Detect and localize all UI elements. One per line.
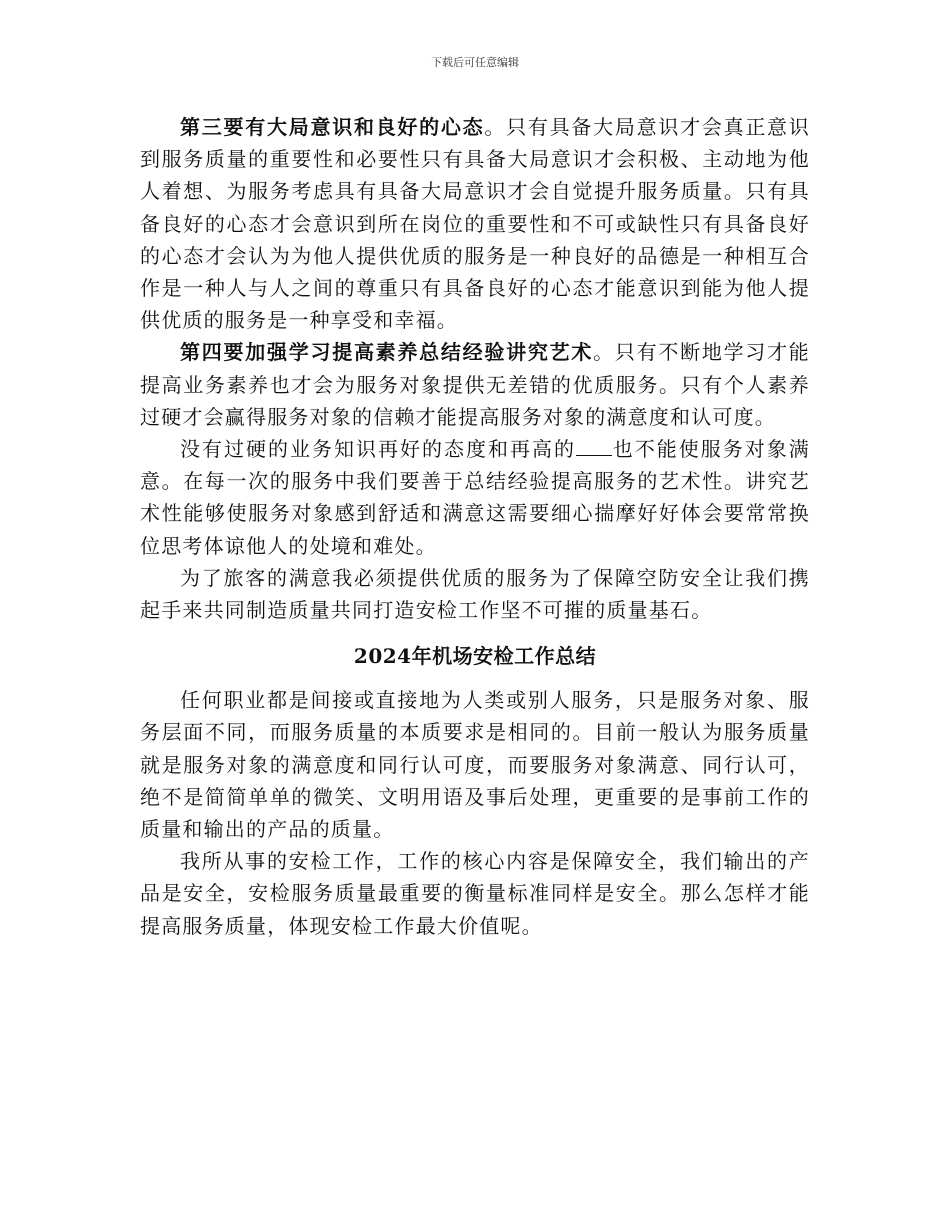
section-title: 2024年机场安检工作总结 bbox=[353, 644, 597, 669]
document-body bbox=[140, 111, 810, 942]
page-header-note: 下载后可任意编辑 bbox=[431, 56, 519, 69]
paragraph-text: 没有过硬的业务知识再好的态度和再高的 bbox=[180, 437, 576, 462]
paragraph-fourth-point bbox=[140, 336, 810, 433]
paragraph-text: 我所从事的安检工作，工作的核心内容是保障安全，我们输出的产品是安全，安检服务质量最重要的衡量标准同样是安全。那么怎样才能提高服务质量，体现安检工作最大价值呢。 bbox=[140, 849, 810, 938]
paragraph-conclusion bbox=[140, 562, 810, 626]
paragraph-service-quality bbox=[140, 684, 810, 845]
paragraph-text: 。只有不断地学习才能提高业务素养也才会为服务对象提供无差错的优质服务。只有个人素养过硬才会赢得服务对象的信赖才能提高服务对象的满意度和认可度。 bbox=[140, 340, 810, 429]
fill-in-blank bbox=[576, 437, 612, 456]
paragraph-text: 为了旅客的满意我必须提供优质的服务为了保障空防安全让我们携起手来共同制造质量共同打造安检工作坚不可摧的质量基石。 bbox=[140, 565, 810, 623]
paragraph-knowledge bbox=[140, 433, 810, 562]
paragraph-lead-heading: 第三要有大局意识和良好的心态 bbox=[180, 115, 485, 139]
paragraph-lead-heading: 第四要加强学习提高素养总结经验讲究艺术 bbox=[180, 340, 594, 365]
paragraph-third-point bbox=[140, 111, 810, 336]
paragraph-text: 任何职业都是间接或直接地为人类或别人服务，只是服务对象、服务层面不同，而服务质量的本质要求是相同的。目前一般认为服务质量就是服务对象的满意度和同行认可度，而要服务对象满意、同行认可，绝不是简简单单的微笑、文明用语及事后处理，更重要的是事前工作的质量和输出的产品的质量。 bbox=[140, 688, 810, 842]
paragraph-text: 也不能使服务对象满意。在每一次的服务中我们要善于总结经验提高服务的艺术性。讲究艺术性能够使服务对象感到舒适和满意这需要细心揣摩好好体会要常常换位思考体谅他人的处境和难处。 bbox=[140, 437, 810, 558]
paragraph-text: 。只有具备大局意识才会真正意识到服务质量的重要性和必要性只有具备大局意识才会积极、主动地为他人着想、为服务考虑具有具备大局意识才会自觉提升服务质量。只有具备良好的心态才会意识到所在岗位的重要性和不可或缺性只有具备良好的心态才会认为为他人提供优质的服务是一种良好的品德是一种相互合作是一种人与人之间的尊重只有具备良好的心态才能意识到能为他人提供优质的服务是一种享受和幸福。 bbox=[140, 115, 810, 333]
paragraph-security-work bbox=[140, 845, 810, 942]
